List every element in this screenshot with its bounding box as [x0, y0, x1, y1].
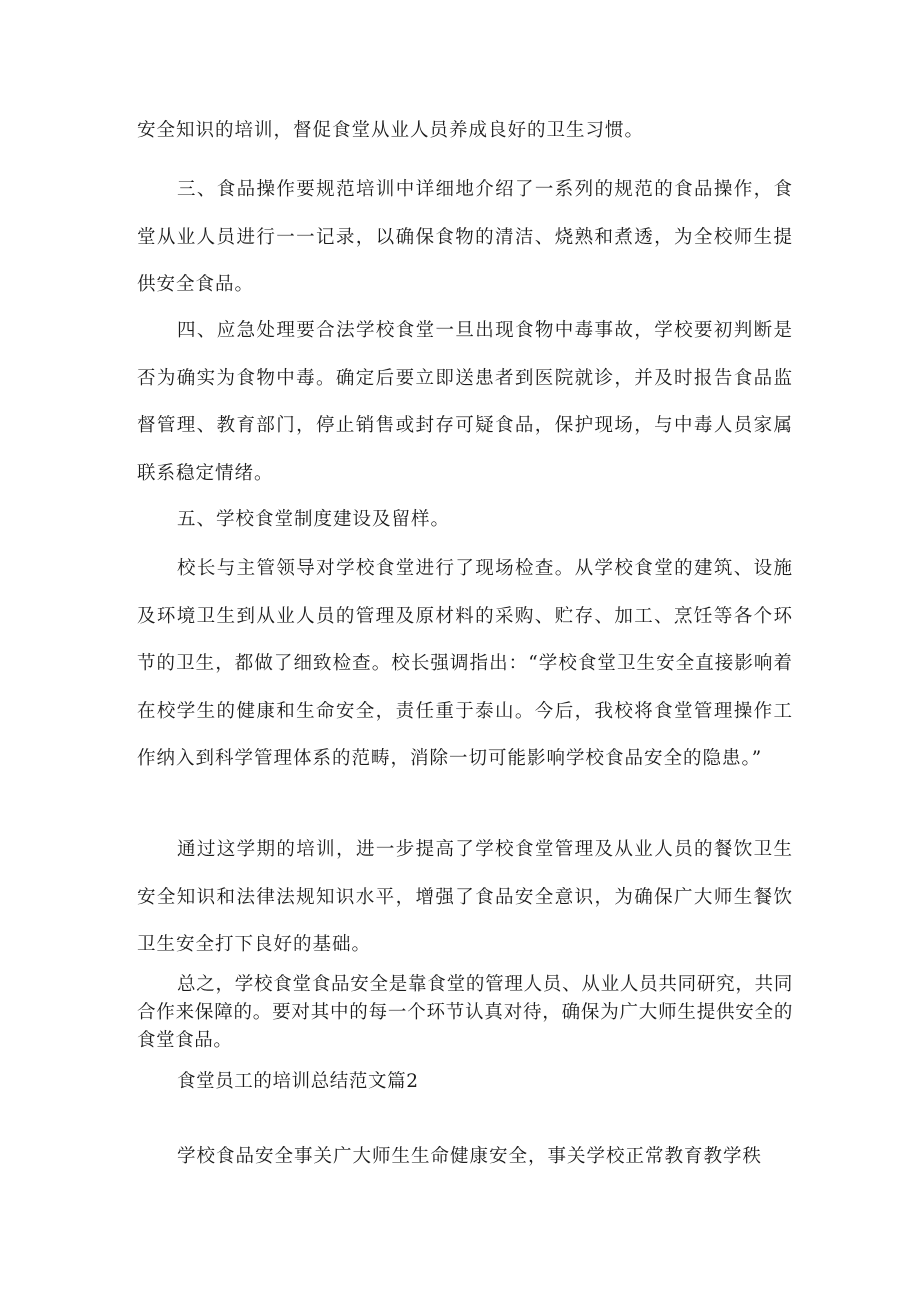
paragraph-food-operation: 三、食品操作要规范培训中详细地介绍了一系列的规范的食品操作，食堂从业人员进行一一记录，以确保食物的清洁、烧熟和煮透，为全校师生提供安全食品。: [137, 179, 793, 295]
paragraph-principal-inspection: 校长与主管领导对学校食堂进行了现场检查。从学校食堂的建筑、设施及环境卫生到从业人员的管理及原材料的采购、贮存、加工、烹饪等各个环节的卫生，都做了细致检查。校长强调指出：“学校食堂卫生安全直接影响着在校学生的健康和生命安全，责任重于泰山。今后，我校将食堂管理操作工作纳入到科学管理体系的范畴，消除一切可能影响学校食品安全的隐患。”: [137, 558, 793, 769]
paragraph-emergency-handling: 四、应急处理要合法学校食堂一旦出现食物中毒事故，学校要初判断是否为确实为食物中毒。确定后要立即送患者到医院就诊，并及时报告食品监督管理、教育部门，停止销售或封存可疑食品，保护现场，与中毒人员家属联系稳定情绪。: [137, 320, 793, 484]
paragraph-conclusion: 总之，学校食堂食品安全是靠食堂的管理人员、从业人员共同研究，共同合作来保障的。要对其中的每一个环节认真对待，确保为广大师生提供安全的食堂食品。: [137, 974, 793, 1051]
paragraph-training-continuation: 安全知识的培训，督促食堂从业人员养成良好的卫生习惯。: [137, 120, 645, 141]
paragraph-canteen-system-heading: 五、学校食堂制度建设及留样。: [177, 509, 451, 530]
paragraph-training-outcome: 通过这学期的培训，进一步提高了学校食堂管理及从业人员的餐饮卫生安全知识和法律法规知识水平，增强了食品安全意识，为确保广大师生餐饮卫生安全打下良好的基础。: [137, 839, 793, 955]
paragraph-article-2-intro: 学校食品安全事关广大师生生命健康安全，事关学校正常教育教学秩: [177, 1146, 763, 1167]
section-title-article-2: 食堂员工的培训总结范文篇2: [177, 1071, 419, 1092]
